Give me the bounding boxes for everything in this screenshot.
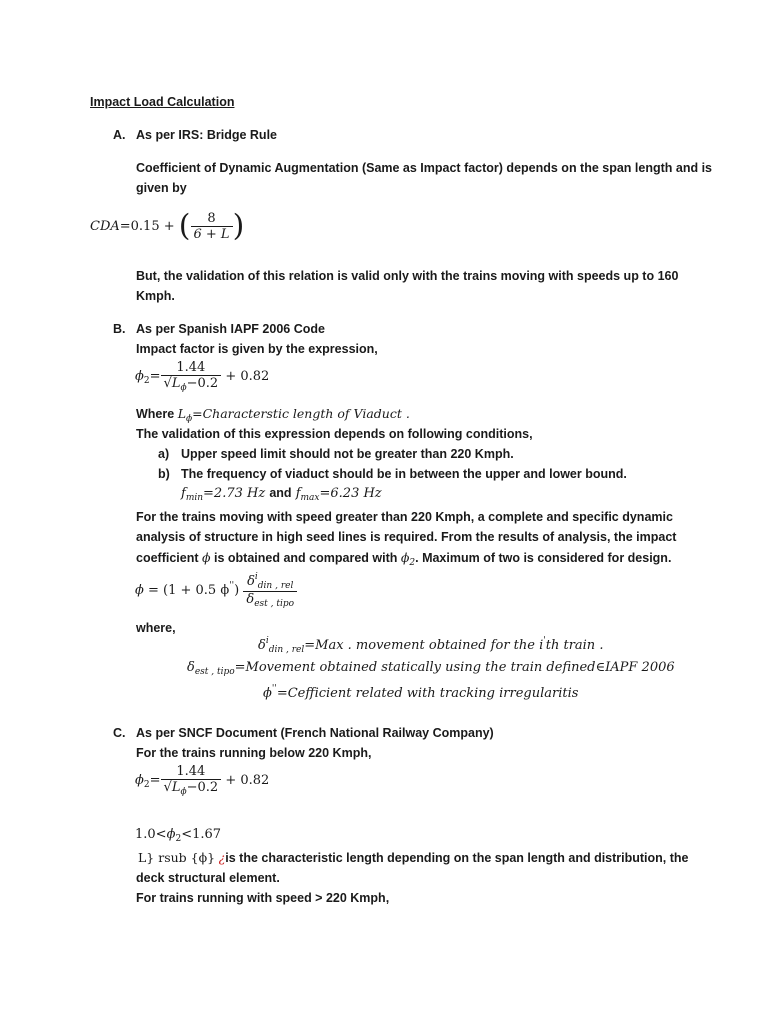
cda-equation: CDA=0.15 + ( $\frac{8}{6 + L}$ ) [90,208,245,244]
cond-b-label: b) [158,467,170,481]
phi2-inequality: $1.0<\phi_2<1.67$ [135,827,222,844]
phi2-equation-c: $\phi_2=$ $\frac{1.44}{√L_\phi-0.2}$ + 0.82 [135,764,270,797]
char-length-line2: deck structural element. [136,871,280,885]
section-b-intro: Impact factor is given by the expression, [136,342,378,356]
where-line: Where $L_\phi=Characterstic$ length of Viaduct . [136,406,410,424]
section-a-para1-line1: Coefficient of Dynamic Augmentation (Same as Impact factor) depends on the span length and is [136,161,713,175]
page-title: Impact Load Calculation [90,95,235,109]
section-b-para-line2: analysis of structure in high seed lines is required. From the results of analysis, the impact [136,530,677,544]
section-a-label: A. [113,128,126,142]
validation-text: The validation of this expression depends on following conditions, [136,427,533,441]
section-b-heading: As per Spanish IAPF 2006 Code [136,322,325,336]
where2-label: where, [136,621,176,635]
cond-b-text: The frequency of viaduct should be in between the upper and lower bound. [181,467,627,481]
def-phi-pp: ϕ''=Cefficient related with tracking irregularitis [263,684,579,701]
section-a-para2-line2: Kmph. [136,289,175,303]
section-c-intro: For the trains running below 220 Kmph, [136,746,372,760]
section-a-heading: As per IRS: Bridge Rule [136,128,277,142]
def-delta-din: $\delta^i_{din , rel}=Max$ . movement obtained for the i'th train . [258,636,604,655]
section-a-para2-line1: But, the validation of this relation is valid only with the trains moving with speeds up to 160 [136,269,679,283]
cond-a-text: Upper speed limit should not be greater than 220 Kmph. [181,447,514,461]
section-b-label: B. [113,322,126,336]
section-b-para-line3: coefficient ϕ is obtained and compared with $\phi_2$. Maximum of two is considered for design. [136,550,672,568]
char-length-line: L} rsub {ϕ} ¿is the characteristic length depending on the span length and distribution, the [138,850,689,865]
section-c-label: C. [113,726,126,740]
section-a-para1-line2: given by [136,181,187,195]
section-c-heading: As per SNCF Document (French National Railway Company) [136,726,494,740]
phi2-equation-b: $\phi_2=$ $\frac{1.44}{√L_\phi-0.2}$ + 0.82 [135,360,270,393]
phi-equation: ϕ = (1 + 0.5 ϕ'') $\frac{\delta^i_{din , rel}}{\delta_{est , tipo}}$ [135,572,297,609]
cond-a-label: a) [158,447,170,461]
def-delta-est: $\delta_{est , tipo}=Movement$ obtained statically using the train defined∈IAPF 2006 [187,660,675,677]
section-c-last: For trains running with speed > 220 Kmph, [136,891,390,905]
frequency-bounds: $f_{min}=2.73$ Hz and $f_{max}=6.23$ Hz [181,486,382,503]
section-b-para-line1: For the trains moving with speed greater than 220 Kmph, a complete and specific dynamic [136,510,673,524]
